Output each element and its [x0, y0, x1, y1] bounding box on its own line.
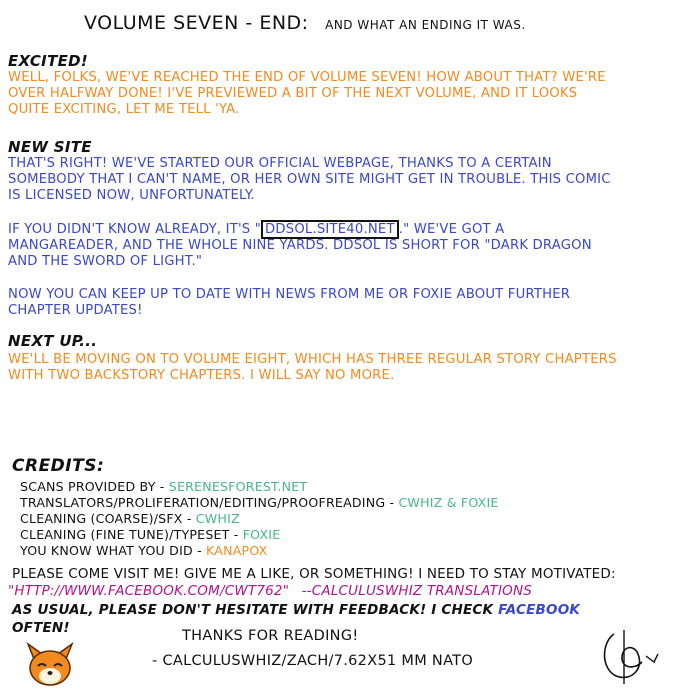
text-line: WELL, FOLKS, WE'VE REACHED THE END OF VOLUME SEVEN! HOW ABOUT THAT? WE'RE	[8, 70, 606, 85]
section-new-site-para2	[8, 222, 592, 270]
text-line	[8, 222, 592, 238]
text-line: CHAPTER UPDATES!	[8, 303, 143, 318]
section-excited-body	[8, 70, 606, 118]
fox-mascot-icon	[24, 640, 76, 690]
footer-line2	[8, 583, 532, 600]
page-title	[84, 12, 526, 34]
feedback-text: AS USUAL, PLEASE DON'T HESITATE WITH FEEDBACK! I CHECK	[12, 602, 494, 618]
section-heading-new-site: NEW SITE	[8, 138, 92, 156]
credit-value: SERENESFOREST.NET	[168, 479, 308, 494]
section-heading-next-up: NEXT UP...	[8, 332, 98, 350]
para2-pre: IF YOU DIDN'T KNOW ALREADY, IT'S "	[8, 222, 262, 237]
credit-value: KANAPOX	[206, 543, 268, 558]
facebook-url-link[interactable]: "HTTP://WWW.FACEBOOK.COM/CWT762"	[8, 583, 290, 599]
credit-row	[20, 511, 499, 527]
section-heading-excited: EXCITED!	[8, 52, 89, 70]
thanks-text: THANKS FOR READING!	[182, 628, 359, 644]
site-link[interactable]: DDSOL.SITE40.NET	[261, 220, 399, 239]
footer-line3	[12, 602, 580, 619]
text-line: OVER HALFWAY DONE! I'VE PREVIEWED A BIT OF THE NEXT VOLUME, AND IT LOOKS	[8, 86, 578, 101]
title-sub: AND WHAT AN ENDING IT WAS.	[325, 18, 526, 32]
credit-row	[20, 527, 499, 543]
text-line: MANGAREADER, AND THE WHOLE NINE YARDS. DDSOL IS SHORT FOR "DARK DRAGON	[8, 238, 592, 253]
text-line: NOW YOU CAN KEEP UP TO DATE WITH NEWS FROM ME OR FOXIE ABOUT FURTHER	[8, 287, 571, 302]
credit-label: SCANS PROVIDED BY -	[20, 479, 169, 494]
credits-list	[20, 479, 499, 559]
title-main: VOLUME SEVEN - END:	[84, 12, 309, 34]
footer-line4: OFTEN!	[12, 620, 70, 636]
text-line: AND THE SWORD OF LIGHT."	[8, 254, 203, 269]
credit-label: TRANSLATORS/PROLIFERATION/EDITING/PROOFREADING -	[20, 495, 399, 510]
text-line: WE'LL BE MOVING ON TO VOLUME EIGHT, WHICH HAS THREE REGULAR STORY CHAPTERS	[8, 352, 617, 367]
credit-label: CLEANING (COARSE)/SFX -	[20, 511, 196, 526]
credit-label: CLEANING (FINE TUNE)/TYPESET -	[20, 527, 243, 542]
group-name: --CALCULUSWHIZ TRANSLATIONS	[301, 583, 533, 599]
credit-row	[20, 479, 499, 495]
para2-post: ." WE'VE GOT A	[398, 222, 505, 237]
credit-value: FOXIE	[242, 527, 281, 542]
section-new-site-para3	[8, 287, 570, 319]
text-line: SOMEBODY THAT I CAN'T NAME, OR HER OWN SITE MIGHT GET IN TROUBLE. THIS COMIC	[8, 172, 611, 187]
text-line: WITH TWO BACKSTORY CHAPTERS. I WILL SAY NO MORE.	[8, 368, 395, 383]
credits-heading: CREDITS:	[12, 456, 105, 476]
text-line: QUITE EXCITING, LET ME TELL 'YA.	[8, 102, 240, 117]
text-line: IS LICENSED NOW, UNFORTUNATELY.	[8, 188, 255, 203]
footer-line1: PLEASE COME VISIT ME! GIVE ME A LIKE, OR SOMETHING! I NEED TO STAY MOTIVATED:	[12, 566, 616, 582]
credit-row	[20, 495, 499, 511]
section-next-up-body	[8, 352, 617, 384]
text-line: THAT'S RIGHT! WE'VE STARTED OUR OFFICIAL WEBPAGE, THANKS TO A CERTAIN	[8, 156, 552, 171]
signature-icon	[594, 628, 664, 686]
credit-value: CWHIZ & FOXIE	[398, 495, 499, 510]
section-new-site-body	[8, 156, 611, 204]
credit-row	[20, 543, 499, 559]
credit-value: CWHIZ	[195, 511, 240, 526]
credit-label: YOU KNOW WHAT YOU DID -	[20, 543, 207, 558]
facebook-link[interactable]: FACEBOOK	[498, 602, 581, 618]
signoff-text: - CALCULUSWHIZ/ZACH/7.62X51 MM NATO	[152, 653, 474, 669]
